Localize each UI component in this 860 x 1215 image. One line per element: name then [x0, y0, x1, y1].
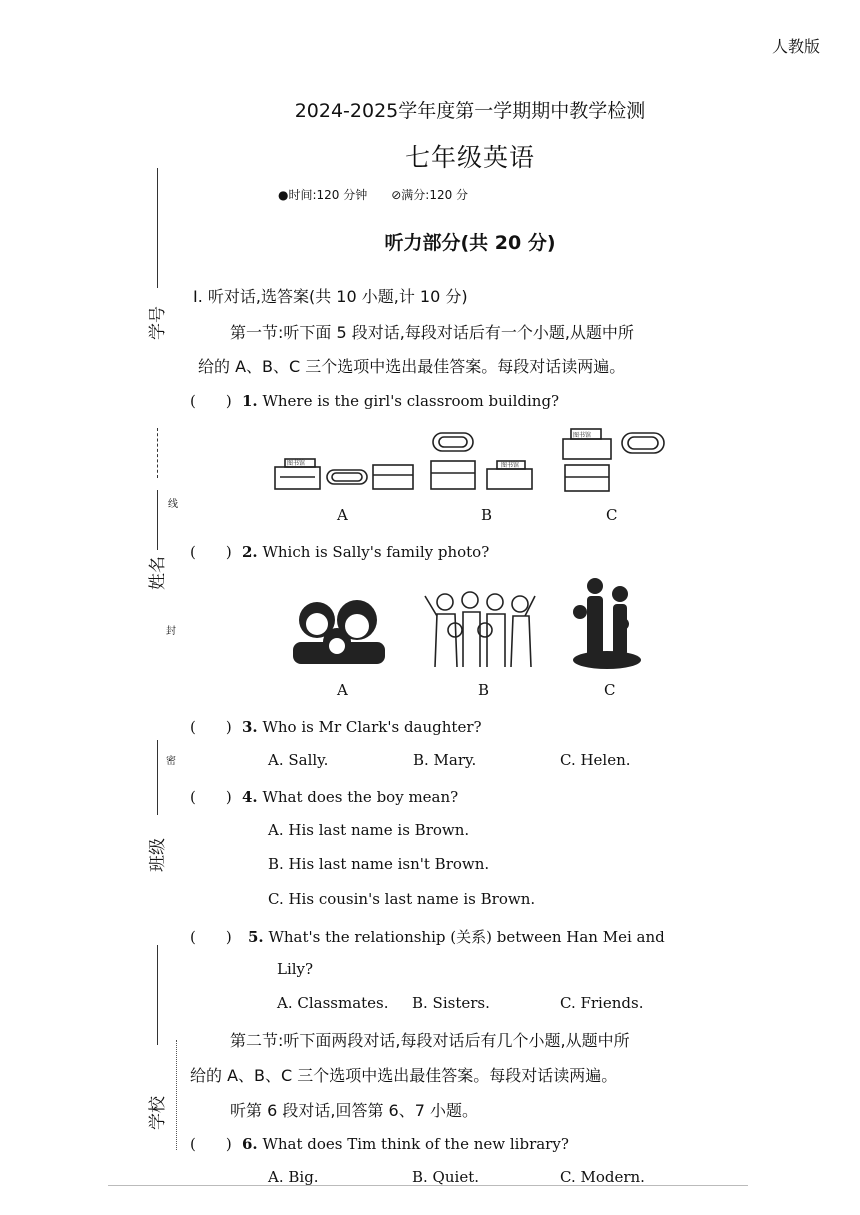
section-one-instructions-2: 给的 A、B、C 三个选项中选出最佳答案。每段对话读两遍。 [198, 357, 626, 376]
option-c[interactable]: C. Modern. [560, 1168, 645, 1186]
question-1: ( ) 1. Where is the girl's classroom building? [190, 392, 560, 410]
edition-label: 人教版 [772, 37, 821, 56]
question-2-pictures [285, 572, 655, 672]
answer-blank[interactable]: ( ) [190, 788, 232, 806]
option-b[interactable]: B. Quiet. [412, 1168, 479, 1186]
section-heading: 听力部分(共 20 分) [384, 232, 556, 254]
margin-line [157, 428, 158, 478]
margin-line [157, 168, 158, 288]
option-a[interactable]: A. Sally. [268, 751, 329, 769]
binding-seal-char: 封 [166, 626, 176, 637]
margin-line [157, 945, 158, 1045]
margin-line [157, 740, 158, 815]
option-a[interactable]: A. His last name is Brown. [268, 821, 470, 839]
student-number-label: 学号 [148, 306, 168, 340]
option-c[interactable]: C. Friends. [560, 994, 644, 1012]
exam-meta: ●时间:120 分钟 ⊘满分:120 分 [278, 188, 469, 202]
school-label: 学校 [148, 1096, 168, 1130]
answer-blank[interactable]: ( ) [190, 392, 232, 410]
section-two-instructions-1: 第二节:听下面两段对话,每段对话后有几个小题,从题中所 [230, 1031, 630, 1050]
subject-title: 七年级英语 [404, 143, 535, 172]
class-label: 班级 [148, 838, 168, 872]
option-b[interactable]: B. Sisters. [412, 994, 490, 1012]
question-1-pictures [265, 425, 685, 500]
margin-dotted-line [176, 1040, 177, 1150]
option-label-b[interactable]: B [478, 681, 490, 699]
option-b-picture [425, 592, 535, 667]
question-6: ( ) 6. What does Tim think of the new library? [190, 1135, 569, 1153]
answer-blank[interactable]: ( ) [190, 1135, 232, 1153]
exam-title: 2024-2025学年度第一学期期中教学检测 [294, 100, 646, 122]
part-one-heading: Ⅰ. 听对话,选答案(共 10 小题,计 10 分) [193, 287, 468, 306]
question-2: ( ) 2. Which is Sally's family photo? [190, 543, 490, 561]
question-5-continued: Lily? [277, 960, 314, 978]
option-c[interactable]: C. His cousin's last name is Brown. [268, 890, 536, 908]
question-5: ( ) 5. What's the relationship (关系) between Han Mei and [190, 928, 665, 946]
library-sign: 图书馆 [287, 460, 306, 467]
option-b-picture [431, 433, 532, 489]
dialog-6-instruction: 听第 6 段对话,回答第 6、7 小题。 [230, 1101, 478, 1120]
name-label: 姓名 [148, 556, 168, 590]
option-label-c[interactable]: C [606, 506, 618, 524]
option-label-b[interactable]: B [481, 506, 493, 524]
binding-mi-char: 密 [166, 756, 176, 767]
library-sign: 图书馆 [501, 462, 520, 469]
option-b[interactable]: B. His last name isn't Brown. [268, 855, 490, 873]
option-label-a[interactable]: A [337, 681, 348, 699]
option-a[interactable]: A. Classmates. [277, 994, 389, 1012]
option-a[interactable]: A. Big. [268, 1168, 319, 1186]
option-c-picture [573, 578, 641, 669]
option-c[interactable]: C. Helen. [560, 751, 631, 769]
library-sign: 图书馆 [573, 432, 592, 439]
margin-line [157, 490, 158, 550]
option-a-picture [293, 600, 385, 664]
answer-blank[interactable]: ( ) [190, 718, 232, 736]
option-label-c[interactable]: C [604, 681, 616, 699]
answer-blank[interactable]: ( ) [190, 543, 232, 561]
answer-blank[interactable]: ( ) [190, 928, 232, 946]
section-one-instructions-1: 第一节:听下面 5 段对话,每段对话后有一个小题,从题中所 [230, 323, 634, 342]
question-3: ( ) 3. Who is Mr Clark's daughter? [190, 718, 482, 736]
option-label-a[interactable]: A [337, 506, 348, 524]
binding-line-char: 线 [168, 499, 178, 510]
option-b[interactable]: B. Mary. [413, 751, 477, 769]
page-bottom-rule [108, 1185, 748, 1186]
question-4: ( ) 4. What does the boy mean? [190, 788, 459, 806]
section-two-instructions-2: 给的 A、B、C 三个选项中选出最佳答案。每段对话读两遍。 [190, 1066, 618, 1085]
